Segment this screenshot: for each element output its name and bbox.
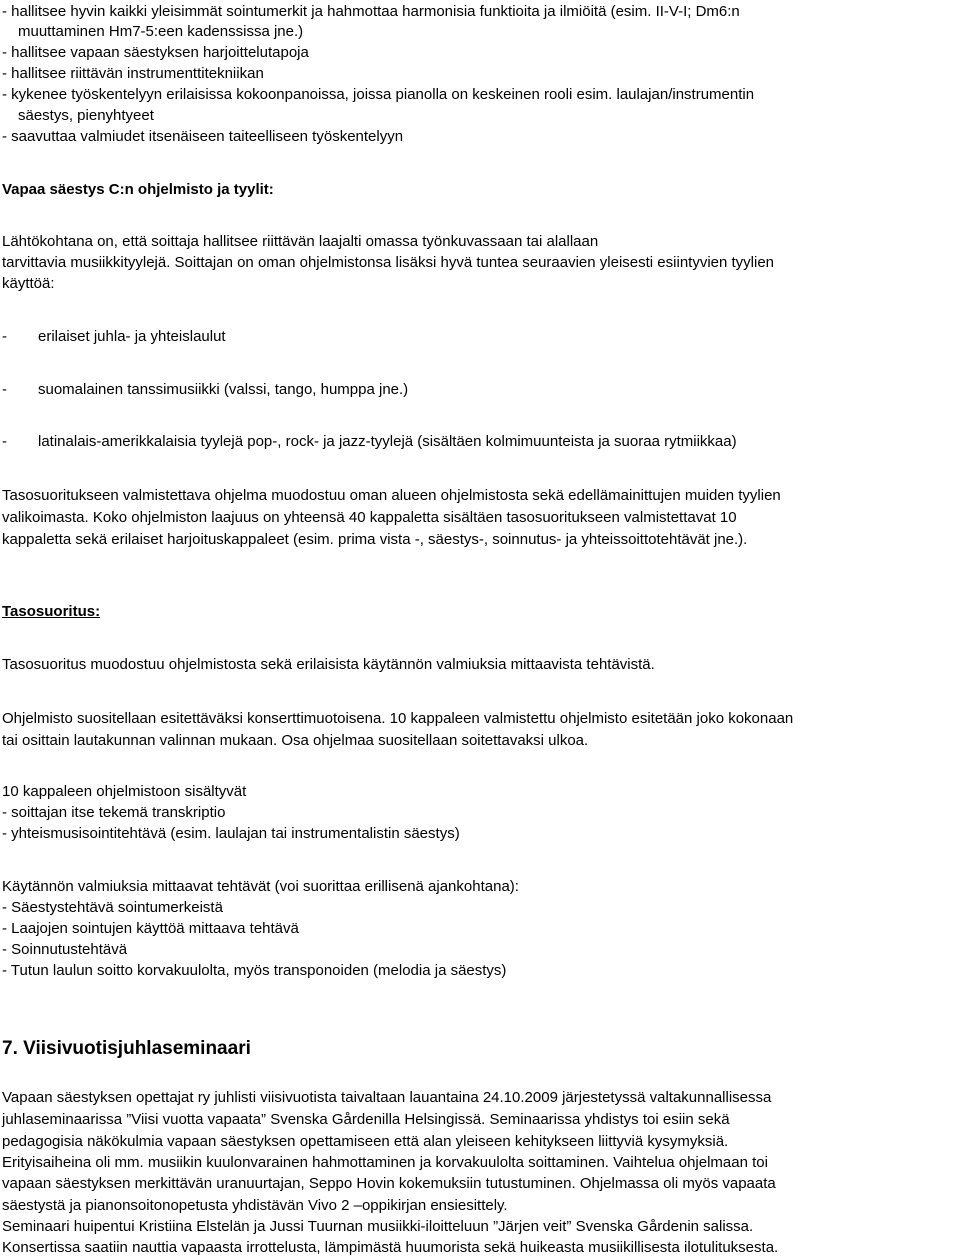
paragraph-line: säestystä ja pianonsoitonopetusta yhdistävän Vivo 2 –oppikirjan ensiesittely. [2,1197,508,1214]
text-line: - hallitsee hyvin kaikki yleisimmät sointumerkit ja hahmottaa harmonisia funktioita ja ilmiöitä (esim. II-V-I; Dm6:n [2,3,740,20]
list-dash: - [2,328,7,345]
section-heading: Tasosuoritus: [2,603,101,620]
paragraph-line: Vapaan säestyksen opettajat ry juhlisti viisivuotista taivaltaan lauantaina 24.10.2009 järjestetyssä valtakunnallisessa [2,1089,772,1106]
paragraph-line: Lähtökohtana on, että soittaja hallitsee riittävän laajalti omassa työnkuvassaan tai alallaan [2,233,599,250]
text-line: - hallitsee riittävän instrumenttitekniikan [2,65,264,82]
paragraph-line: valikoimasta. Koko ohjelmiston laajuus on yhteensä 40 kappaletta sisältäen tasosuoritukseen valmistettavat 10 [2,509,737,526]
text-line: säestys, pienyhtyeet [18,107,154,124]
paragraph-line: Seminaari huipentui Kristiina Elstelän ja Jussi Tuurnan musiikki-iloitteluun ”Järjen veit” Svenska Gårdenin salissa. [2,1218,754,1235]
paragraph-line: Käytännön valmiuksia mittaavat tehtävät (voi suorittaa erillisenä ajankohtana): [2,878,519,895]
list-item: - yhteismusisointitehtävä (esim. laulajan tai instrumentalistin säestys) [2,825,460,842]
list-item: erilaiset juhla- ja yhteislaulut [38,328,226,345]
list-item: - Laajojen sointujen käyttöä mittaava tehtävä [2,920,299,937]
paragraph-line: vapaan säestyksen merkittävän uranuurtajan, Seppo Hovin kokemuksiin tutustuminen. Ohjelmassa oli myös vapaata [2,1175,776,1192]
text-line: muuttaminen Hm7-5:een kadenssissa jne.) [18,23,304,40]
paragraph-line: kappaletta sekä erilaiset harjoituskappaleet (esim. prima vista -, säestys-, soinnutus- ja yhteissoittotehtävät jne.). [2,531,748,548]
paragraph-line: Erityisaiheina oli mm. musiikin kuulonvarainen hahmottaminen ja korvakuulolta soittaminen. Vaihtelua ohjelmaan toi [2,1154,768,1171]
paragraph-line: käyttöä: [2,275,55,292]
text-line: - hallitsee vapaan säestyksen harjoittelutapoja [2,44,309,61]
list-item: - soittajan itse tekemä transkriptio [2,804,226,821]
paragraph-line: Tasosuoritus muodostuu ohjelmistosta sekä erilaisista käytännön valmiuksia mittaavista tehtävistä. [2,656,655,673]
paragraph-line: 10 kappaleen ohjelmistoon sisältyvät [2,783,247,800]
list-dash: - [2,433,7,450]
text-line: - saavuttaa valmiudet itsenäiseen taiteelliseen työskentelyyn [2,128,404,145]
paragraph-line: tai osittain lautakunnan valinnan mukaan. Osa ohjelmaa suositellaan soitettavaksi ulkoa. [2,732,589,749]
text-line: - kykenee työskentelyyn erilaisissa kokoonpanoissa, joissa pianolla on keskeinen rooli esim. laulajan/instrumentin [2,86,755,103]
list-item: - Soinnutustehtävä [2,941,128,958]
section-heading: Vapaa säestys C:n ohjelmisto ja tyylit: [2,181,274,198]
paragraph-line: tarvittavia musiikkityylejä. Soittajan on oman ohjelmistonsa lisäksi hyvä tuntea seuraavien yleisesti esiintyvien tyylien [2,254,775,271]
paragraph-line: Tasosuoritukseen valmistettava ohjelma muodostuu oman alueen ohjelmistosta sekä edellämainittujen muiden tyylien [2,487,781,504]
paragraph-line: pedagogisia näkökulmia vapaan säestyksen opettamiseen että alan yleiseen kehitykseen liittyviä kysymyksiä. [2,1133,729,1150]
list-item: suomalainen tanssimusiikki (valssi, tango, humppa jne.) [38,381,409,398]
list-dash: - [2,381,7,398]
list-item: latinalais-amerikkalaisia tyylejä pop-, rock- ja jazz-tyylejä (sisältäen kolmimuunteista ja suoraa rytmiikkaa) [38,433,737,450]
section-heading: 7. Viisivuotisjuhlaseminaari [2,1038,251,1059]
paragraph-line: Konsertissa saatiin nauttia vapaasta irrottelusta, lämpimästä huumorista sekä huikeasta musiikillisesta ilotulituksesta. [2,1239,779,1256]
list-item: - Tutun laulun soitto korvakuulolta, myös transponoiden (melodia ja säestys) [2,962,507,979]
paragraph-line: juhlaseminaarissa ”Viisi vuotta vapaata” Svenska Gårdenilla Helsingissä. Seminaarissa yhdistys toi esiin sekä [2,1111,730,1128]
paragraph-line: Ohjelmisto suositellaan esitettäväksi konserttimuotoisena. 10 kappaleen valmistettu ohjelmisto esitetään joko kokonaan [2,710,794,727]
list-item: - Säestystehtävä sointumerkeistä [2,899,223,916]
